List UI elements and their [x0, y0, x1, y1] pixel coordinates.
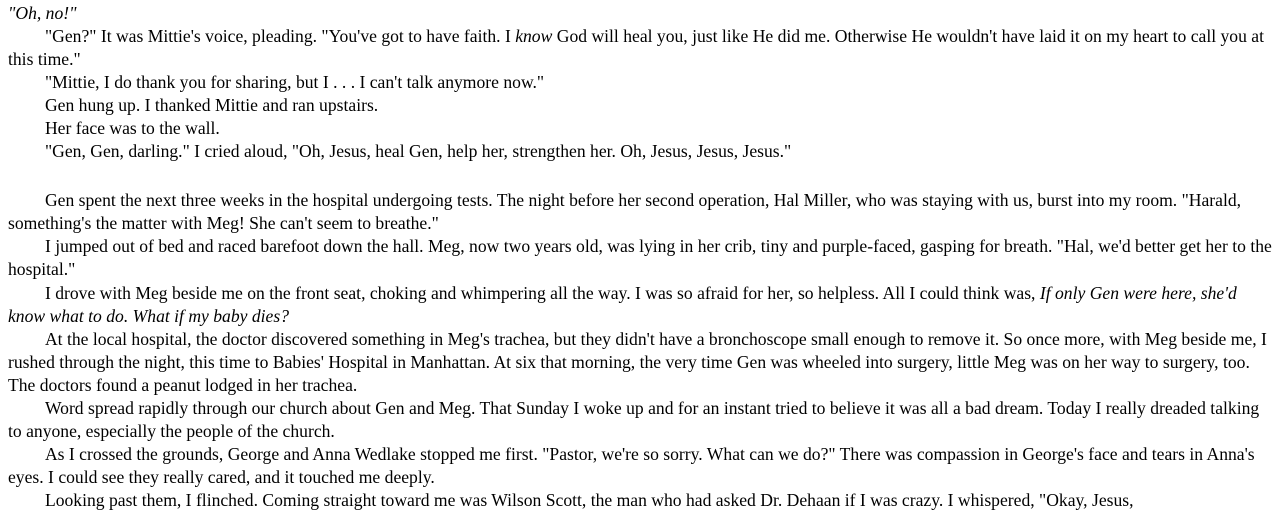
- body-text: Word spread rapidly through our church about Gen and Meg. That Sunday I woke up and for an instant tried to believe it was all a bad dream. Today I really dreaded talking to anyone, especially the people of the church.: [8, 397, 1260, 441]
- emphasized-text: know: [515, 26, 553, 47]
- para-gen-darling: [8, 140, 1276, 163]
- body-text: "Mittie, I do thank you for sharing, but I . . . I can't talk anymore now.": [44, 72, 545, 93]
- para-looking-past-them: [8, 489, 1276, 512]
- emphasized-text: If only Gen were here, she'd know what to do. What if my baby dies?: [8, 282, 1237, 326]
- body-text: As I crossed the grounds, George and Anna Wedlake stopped me first. "Pastor, we're so sorry. What can we do?" There was compassion in George's face and tears in Anna's eyes. I could see they really cared, and it touched me deeply.: [8, 443, 1255, 487]
- document-body: [8, 2, 1276, 512]
- body-text: I drove with Meg beside me on the front seat, choking and whimpering all the way. I was so afraid for her, so helpless. All I could think was,: [44, 282, 1040, 303]
- para-face-to-wall: [8, 117, 1276, 140]
- para-local-hospital: [8, 328, 1276, 397]
- body-text: "Gen?" It was Mittie's voice, pleading. "You've got to have faith. I: [44, 26, 516, 47]
- para-mittie-thank-you: [8, 71, 1276, 94]
- para-gen-mittie-voice: [8, 25, 1276, 71]
- para-word-spread: [8, 397, 1276, 443]
- body-text: At the local hospital, the doctor discovered something in Meg's trachea, but they didn't have a bronchoscope small enough to remove it. So once more, with Meg beside me, I rushed through the night, this time to Babies' Hospital in Manhattan. At six that morning, the very time Gen was wheeled into surgery, little Meg was on her way to surgery, too. The doctors found a peanut lodged in her trachea.: [8, 328, 1267, 395]
- body-text: "Gen, Gen, darling." I cried aloud, "Oh, Jesus, heal Gen, help her, strengthen her. Oh, Jesus, Jesus, Jesus.": [44, 141, 792, 162]
- para-oh-no: [8, 2, 1276, 25]
- body-text: God will heal you, just like He did me. Otherwise He wouldn't have laid it on my heart to call you at this time.": [8, 26, 1264, 70]
- emphasized-text: "Oh, no!": [8, 3, 77, 23]
- body-text: Looking past them, I flinched. Coming straight toward me was Wilson Scott, the man who had asked Dr. Dehaan if I was crazy. I whispered, "Okay, Jesus,: [44, 489, 1134, 510]
- para-drove-with-meg: [8, 282, 1276, 328]
- body-text: Gen hung up. I thanked Mittie and ran upstairs.: [44, 95, 379, 116]
- para-gen-hung-up: [8, 94, 1276, 117]
- para-jumped-out-of-bed: [8, 235, 1276, 281]
- body-text: Her face was to the wall.: [44, 118, 220, 139]
- paragraph-spacer: [8, 163, 1276, 189]
- body-text: Gen spent the next three weeks in the hospital undergoing tests. The night before her second operation, Hal Miller, who was staying with us, burst into my room. "Harald, something's the matter with Meg! She can't seem to breathe.": [8, 190, 1242, 234]
- body-text: I jumped out of bed and raced barefoot down the hall. Meg, now two years old, was lying in her crib, tiny and purple-faced, gasping for breath. "Hal, we'd better get her to the hospital.": [8, 236, 1272, 280]
- para-three-weeks: [8, 189, 1276, 235]
